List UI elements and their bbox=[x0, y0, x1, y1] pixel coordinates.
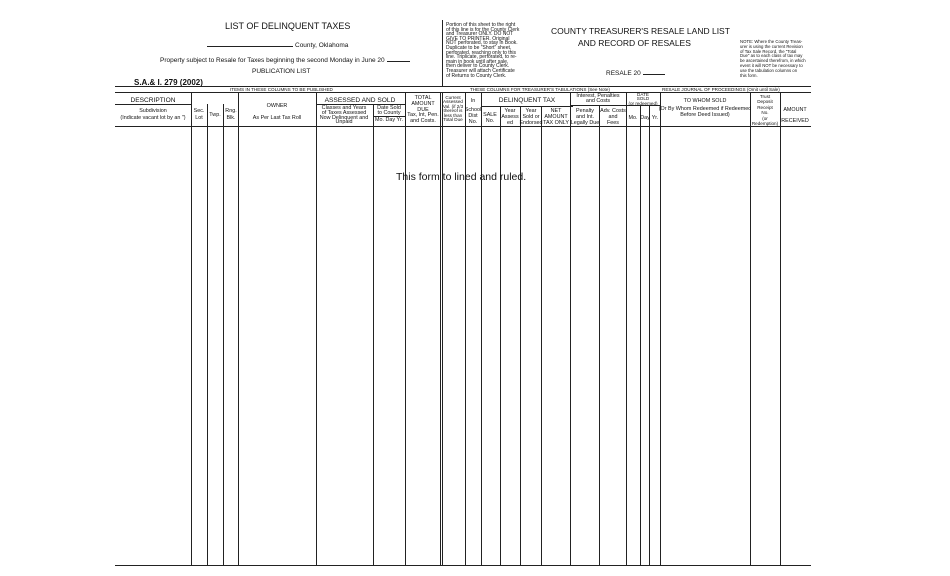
current-line: Current bbox=[445, 95, 461, 100]
dsr-line: SOLD bbox=[636, 96, 650, 102]
col-rule bbox=[640, 105, 641, 565]
portion-note-line: of Returns to County Clerk. bbox=[446, 72, 507, 79]
owner-header: OWNER bbox=[266, 103, 288, 109]
total-line: DUE bbox=[417, 106, 429, 113]
trust-line: Trust bbox=[759, 94, 771, 99]
note-line: use the tabulation columns on bbox=[740, 67, 798, 73]
col-rule bbox=[223, 104, 224, 565]
total-line: and Costs. bbox=[410, 118, 436, 125]
col-rule bbox=[481, 92, 482, 565]
col-rule bbox=[465, 92, 466, 565]
note-line: be ascertained therefrom, in which bbox=[740, 58, 806, 64]
col-rule bbox=[191, 92, 192, 565]
col-rule bbox=[626, 92, 627, 565]
col-rule bbox=[649, 105, 650, 565]
portion-note-line: of this line is for the County Clerk bbox=[446, 26, 520, 33]
penalty-line: and Int. bbox=[576, 114, 594, 120]
description-rule bbox=[115, 104, 191, 105]
year-sold-line: Year bbox=[525, 108, 537, 114]
form-title: LIST OF DELINQUENT TAXES bbox=[225, 21, 351, 31]
resale-title: COUNTY TREASURER'S RESALE LAND LIST bbox=[551, 26, 730, 36]
assessed-sold-header: ASSESSED AND SOLD bbox=[324, 97, 396, 104]
amount-line: AMOUNT bbox=[783, 107, 807, 113]
dsr-line: (or redeemed) bbox=[628, 100, 658, 106]
col-rule bbox=[599, 105, 600, 565]
net-line: AMOUNT bbox=[544, 114, 568, 120]
treasurer-note bbox=[740, 40, 810, 78]
year-sold-line: Endorsed bbox=[519, 120, 543, 126]
sec-header: Sec. bbox=[193, 108, 205, 114]
resale-subtitle: AND RECORD OF RESALES bbox=[578, 38, 691, 48]
current-assessed-header bbox=[443, 96, 463, 122]
net-line: NET bbox=[550, 108, 562, 114]
yr-header: Yr. bbox=[651, 115, 659, 121]
year-assessed-line: Assess bbox=[501, 114, 519, 120]
net-amount-header bbox=[543, 108, 569, 126]
portion-note-line: then deliver to County Clerk. bbox=[446, 63, 510, 70]
trust-line: (or bbox=[762, 115, 768, 121]
portion-note-line: and Treasurer ONLY. DO NOT bbox=[446, 31, 514, 38]
amount-line: RECEIVED bbox=[781, 118, 809, 124]
county-line bbox=[207, 39, 348, 49]
county-label: County, Oklahoma bbox=[295, 42, 349, 49]
portion-note-line: GIVE TO PRINTER. Original bbox=[446, 35, 510, 42]
col-rule bbox=[207, 104, 208, 565]
penalty-line: Penalty bbox=[576, 108, 594, 114]
interest-line: and Costs bbox=[585, 98, 611, 105]
property-line bbox=[160, 54, 410, 64]
portion-note-line: Portion of this sheet to the right bbox=[446, 22, 516, 28]
resale-label: RESALE 20 bbox=[606, 70, 641, 77]
blk-header: Blk. bbox=[226, 115, 236, 121]
year-blank[interactable] bbox=[387, 54, 410, 62]
portion-note bbox=[446, 23, 524, 78]
note-line: Due" as to each class of tax may bbox=[740, 53, 803, 59]
portion-note-line: line. Triplicate, perforated, to re- bbox=[446, 54, 517, 61]
col-rule bbox=[541, 106, 542, 565]
year-assessed-line: ed bbox=[507, 120, 513, 126]
col-rule bbox=[780, 92, 781, 565]
note-line: of Tax Sale Record, the "Total bbox=[740, 48, 797, 54]
classes-line: Unpaid bbox=[335, 119, 353, 126]
adv-line: and bbox=[608, 114, 618, 120]
note-line: NOTE: Where the County Treas- bbox=[740, 39, 803, 44]
adv-line: Adv. Costs bbox=[600, 108, 626, 114]
county-blank[interactable] bbox=[207, 39, 293, 47]
clerk-divider-line bbox=[442, 20, 443, 86]
journal-section-label: RESALE JOURNAL OF PROCEEDINGS (Omit until Sale) bbox=[662, 87, 780, 92]
delinquent-tax-header: DELINQUENT TAX bbox=[498, 97, 556, 104]
current-line: less than bbox=[443, 112, 463, 118]
to-whom-sold-header: TO WHOM SOLD bbox=[683, 98, 727, 104]
trust-deposit-header bbox=[752, 94, 778, 126]
interest-line: Interest, Penalties bbox=[576, 93, 620, 99]
school-line: No. bbox=[468, 119, 478, 125]
treasurer-section-label: THESE COLUMNS FOR TREASURER'S TABULATIONS (See Note) bbox=[470, 87, 610, 92]
rng-header: Rng. bbox=[225, 108, 237, 114]
day-header: Day bbox=[640, 115, 650, 121]
dsr-line: DATE bbox=[637, 92, 649, 97]
col-rule bbox=[750, 92, 751, 565]
delinquent-tax-table bbox=[115, 86, 811, 566]
date-sold-line: to County bbox=[377, 109, 401, 116]
col-rule bbox=[373, 104, 374, 565]
date-sold-redeemed-header bbox=[628, 93, 657, 106]
school-line: School bbox=[464, 107, 482, 113]
total-line: TOTAL bbox=[414, 95, 432, 101]
resale-year-line bbox=[606, 67, 665, 77]
mo-header: Mo. bbox=[628, 115, 638, 121]
delinquent-rule bbox=[481, 106, 573, 107]
in-header: In bbox=[470, 98, 476, 104]
penalty-header bbox=[571, 108, 599, 126]
col-rule bbox=[316, 92, 317, 565]
school-dist-header bbox=[465, 107, 481, 125]
year-assessed-header bbox=[501, 108, 518, 126]
portion-note-line: NOT perforated, to stay in Book. bbox=[446, 40, 518, 47]
interest-rule bbox=[570, 105, 626, 106]
col-rule bbox=[660, 92, 661, 565]
portion-note-line: Duplicate to be "Short" sheet, bbox=[446, 44, 512, 51]
year-sold-line: Sold or bbox=[522, 114, 540, 120]
penalty-line: Legally Due bbox=[570, 120, 600, 126]
twp-header: Twp. bbox=[209, 112, 221, 118]
to-whom-line: (Or By Whom Redeemed if Redeemed bbox=[658, 106, 752, 112]
published-section-label: ITEMS IN THESE COLUMNS TO BE PUBLISHED bbox=[230, 87, 333, 92]
adv-costs-header bbox=[600, 108, 626, 126]
school-line: Dist bbox=[468, 113, 478, 119]
publication-list-label: PUBLICATION LIST bbox=[252, 68, 311, 75]
lined-ruled-note: This form to lined and ruled. bbox=[396, 171, 527, 183]
property-text: Property subject to Resale for Taxes beginning the second Monday in June 20 bbox=[160, 57, 385, 64]
subdivision-header: Subdivision bbox=[139, 108, 167, 114]
date-sold-header bbox=[377, 106, 401, 116]
trust-line: No. bbox=[761, 110, 769, 116]
form-number: S.A.& I. 279 (2002) bbox=[134, 78, 203, 87]
current-line: Assessed bbox=[443, 99, 463, 105]
lot-header: Lot bbox=[195, 115, 203, 121]
sale-no-header bbox=[483, 112, 497, 124]
col-rule bbox=[442, 92, 443, 565]
section-rule bbox=[115, 92, 811, 93]
sale-line: No. bbox=[485, 118, 495, 124]
note-line: event it will NOT be necessary to bbox=[740, 62, 803, 68]
interest-header bbox=[576, 94, 619, 105]
amount-received-header bbox=[781, 105, 809, 127]
trust-line: Deposit bbox=[757, 99, 773, 105]
classes-line: Classes and Years bbox=[321, 105, 367, 111]
owner-subheader: As Per Last Tax Roll bbox=[252, 115, 302, 121]
col-rule bbox=[405, 92, 406, 565]
year-assessed-line: Year bbox=[504, 108, 516, 114]
total-line: Tax, Int, Pen. bbox=[407, 112, 439, 119]
current-line: thereof is bbox=[443, 108, 463, 114]
sale-line: SALE bbox=[483, 112, 497, 118]
col-rule bbox=[570, 92, 571, 565]
to-whom-subheader bbox=[659, 106, 752, 118]
classes-line: of Taxes Assessed bbox=[321, 109, 367, 116]
trust-line: Receipt bbox=[757, 104, 773, 110]
total-line: AMOUNT bbox=[411, 100, 435, 107]
col-rule bbox=[440, 92, 441, 565]
note-line: urer is using the current Revision bbox=[740, 43, 803, 49]
to-whom-line: Before Deed Issued) bbox=[680, 112, 730, 118]
portion-note-line: perforated, reaching only to this bbox=[446, 49, 517, 56]
net-line: TAX ONLY bbox=[543, 120, 569, 126]
mo-day-yr-header: Mo. Day Yr. bbox=[374, 117, 404, 123]
classes-line: Now Delinquent and bbox=[319, 114, 369, 121]
col-rule bbox=[238, 92, 239, 565]
year-sold-header bbox=[519, 108, 542, 126]
trust-line: Redemption) bbox=[751, 121, 779, 127]
adv-line: Fees bbox=[607, 120, 619, 126]
subdivision-note: (Indicate vacant lot by an ") bbox=[120, 115, 186, 121]
note-line: this form. bbox=[740, 72, 758, 78]
classes-header bbox=[320, 106, 369, 125]
current-line: Total Due bbox=[443, 117, 463, 123]
resale-year-blank[interactable] bbox=[643, 67, 665, 75]
description-header: DESCRIPTION bbox=[130, 97, 176, 104]
portion-note-line: Treasurer will attach Certificate bbox=[446, 67, 515, 74]
date-sold-line: Date Sold bbox=[377, 105, 401, 111]
portion-note-line: main in book until after sale, bbox=[446, 58, 509, 65]
total-amount-header bbox=[407, 96, 438, 125]
header-bottom-rule bbox=[115, 126, 811, 127]
current-line: Val. (if 2/3 bbox=[442, 103, 464, 109]
